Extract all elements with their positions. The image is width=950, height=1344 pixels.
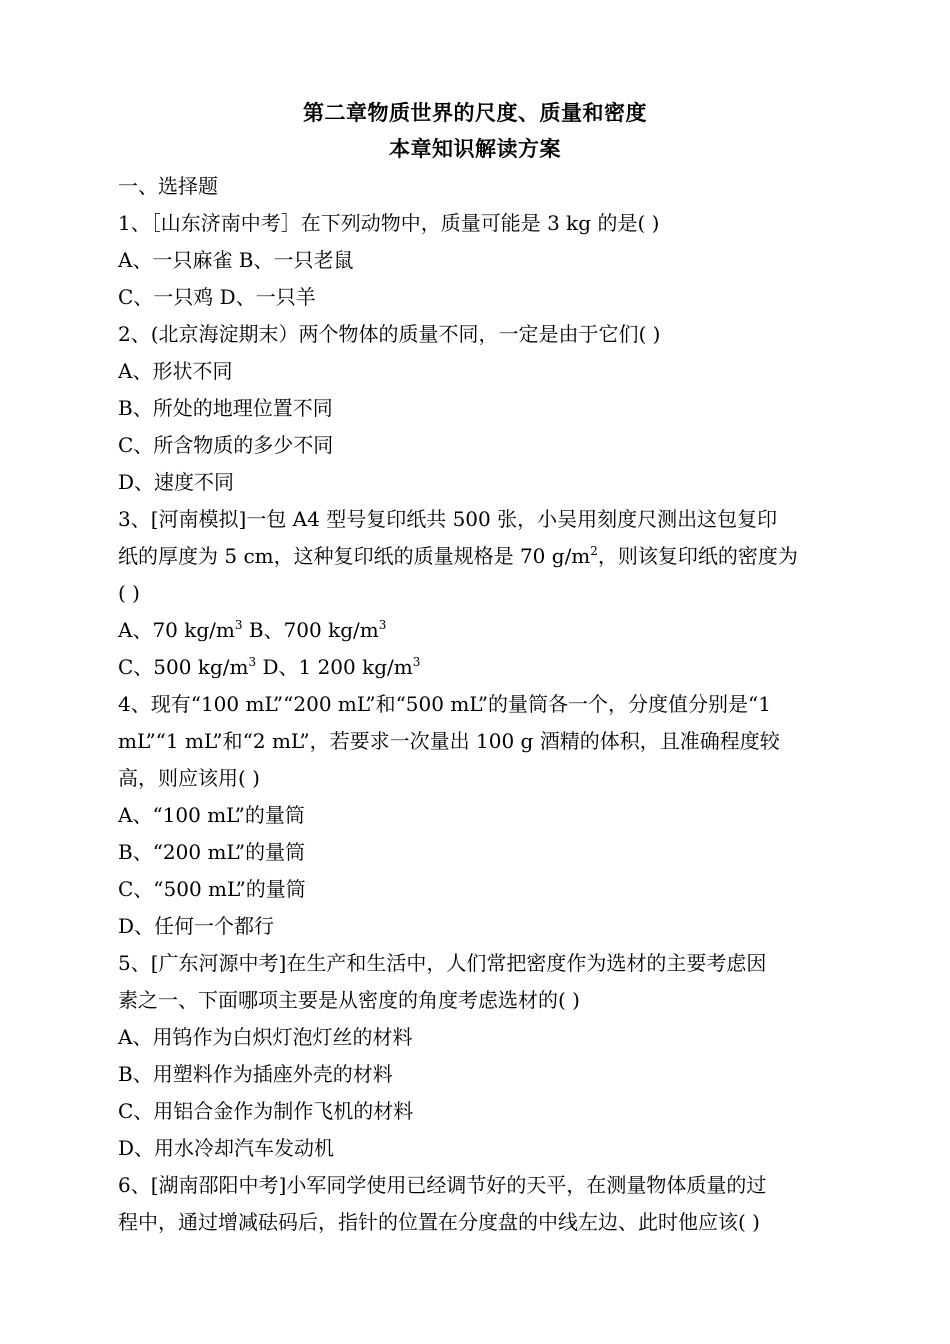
line-text: A、用钨作为白炽灯泡灯丝的材料 [118, 1025, 413, 1049]
text-line [118, 427, 834, 464]
line-text: C、500 kg/m [118, 655, 249, 679]
text-line [118, 538, 834, 575]
text-line [118, 168, 834, 205]
text-line [118, 242, 834, 279]
line-text: C、一只鸡 D、一只羊 [118, 285, 316, 309]
line-text: 5、[广东河源中考]在生产和生活中，人们常把密度作为选材的主要考虑因 [118, 951, 767, 975]
superscript: 2 [590, 544, 598, 558]
text-line [118, 649, 834, 686]
text-line [118, 1204, 834, 1241]
superscript: 3 [378, 618, 387, 632]
text-line [118, 353, 834, 390]
line-text: 纸的厚度为 5 cm，这种复印纸的质量规格是 70 g/m [118, 544, 591, 568]
document-body [118, 168, 834, 1241]
text-line [118, 1056, 834, 1093]
line-text: A、“100 mL”的量筒 [118, 803, 305, 827]
text-line [118, 908, 834, 945]
line-text: ( ) [118, 581, 140, 605]
line-text: A、70 kg/m [118, 618, 235, 642]
line-text: A、一只麻雀 B、一只老鼠 [118, 248, 354, 272]
line-text: 素之一、下面哪项主要是从密度的角度考虑选材的( ) [118, 988, 580, 1012]
text-line [118, 723, 834, 760]
line-text-continued: B、700 kg/m [242, 618, 379, 642]
line-text: D、任何一个都行 [118, 914, 275, 938]
text-line [118, 1167, 834, 1204]
line-text: C、所含物质的多少不同 [118, 433, 334, 457]
line-text: B、用塑料作为插座外壳的材料 [118, 1062, 393, 1086]
section-subtitle: 本章知识解读方案 [389, 137, 561, 161]
line-text: 4、现有“100 mL”“200 mL”和“500 mL”的量筒各一个，分度值分别是“1 [118, 692, 771, 716]
line-text: A、形状不同 [118, 359, 233, 383]
line-text: 程中，通过增减砝码后，指针的位置在分度盘的中线左边、此时他应该( ) [118, 1210, 760, 1234]
text-line [118, 797, 834, 834]
line-text-continued: D、1 200 kg/m [256, 655, 413, 679]
text-line [118, 501, 834, 538]
text-line [118, 316, 834, 353]
line-text: 2、(北京海淀期末）两个物体的质量不同，一定是由于它们( ) [118, 322, 661, 346]
line-text: D、用水冷却汽车发动机 [118, 1136, 335, 1160]
text-line [118, 390, 834, 427]
line-text: 高，则应该用( ) [118, 766, 260, 790]
line-text: B、所处的地理位置不同 [118, 396, 333, 420]
text-line [118, 205, 834, 242]
text-line [118, 686, 834, 723]
line-text: 6、[湖南邵阳中考]小军同学使用已经调节好的天平，在测量物体质量的过 [118, 1173, 767, 1197]
text-line [118, 575, 834, 612]
text-line [118, 834, 834, 871]
text-line [118, 612, 834, 649]
line-text: C、“500 mL”的量筒 [118, 877, 306, 901]
line-text-continued: ，则该复印纸的密度为 [597, 544, 798, 568]
text-line [118, 760, 834, 797]
line-text: D、速度不同 [118, 470, 235, 494]
text-line [118, 1093, 834, 1130]
text-line [118, 1019, 834, 1056]
line-text: mL”“1 mL”和“2 mL”，若要求一次量出 100 g 酒精的体积，且准确程度较 [118, 729, 780, 753]
text-line [118, 871, 834, 908]
line-text: C、用铝合金作为制作飞机的材料 [118, 1099, 414, 1123]
text-line [118, 279, 834, 316]
text-line [118, 982, 834, 1019]
superscript: 3 [248, 655, 257, 669]
line-text: 3、[河南模拟]一包 A4 型号复印纸共 500 张，小吴用刻度尺测出这包复印 [118, 507, 778, 531]
superscript: 3 [234, 618, 243, 632]
text-line [118, 1130, 834, 1167]
text-line [118, 464, 834, 501]
line-text: B、“200 mL”的量筒 [118, 840, 306, 864]
superscript: 3 [412, 655, 421, 669]
text-line [118, 945, 834, 982]
line-text: 1、［山东济南中考］在下列动物中，质量可能是 3 kg 的是( ) [118, 211, 660, 235]
line-text: 一、选择题 [118, 174, 218, 198]
chapter-title: 第二章物质世界的尺度、质量和密度 [303, 101, 647, 125]
